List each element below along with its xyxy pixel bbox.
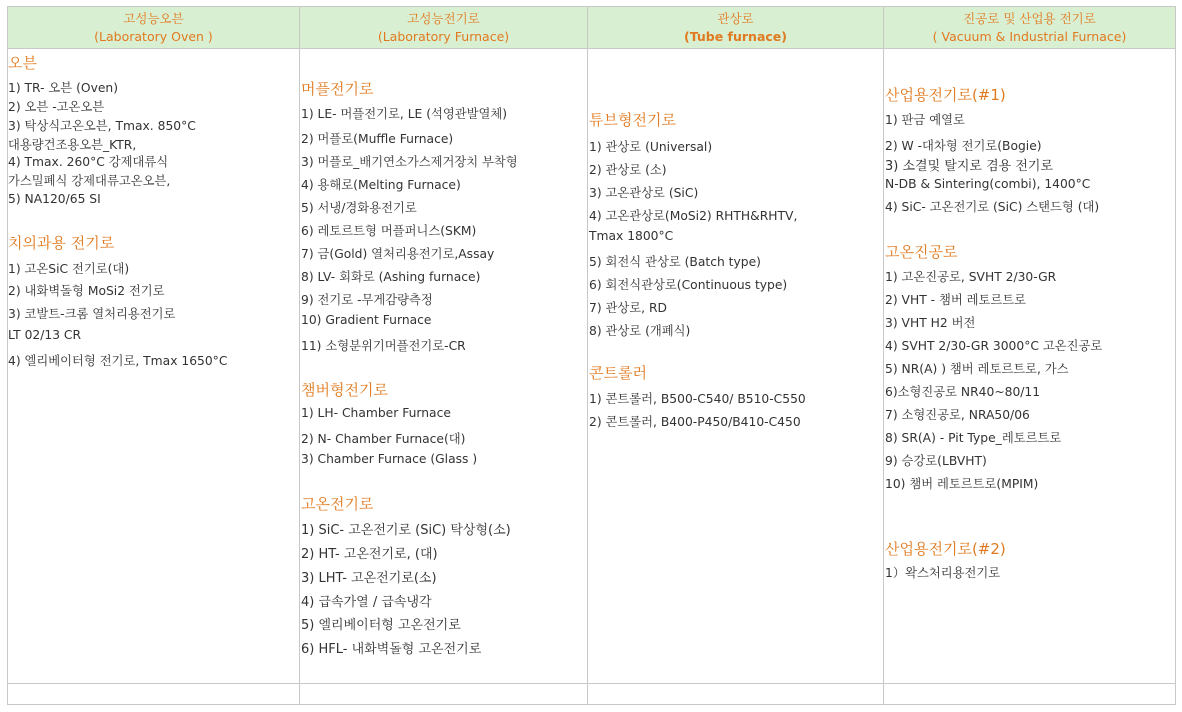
column-laboratory-furnace	[300, 7, 588, 704]
section-heading-controller[interactable]: 콘트롤러	[589, 364, 647, 382]
section-heading-muffle[interactable]: 머플전기로	[301, 80, 374, 98]
list-item[interactable]: 4) SVHT 2/30-GR 3000°C 고온진공로	[885, 339, 1103, 353]
list-item[interactable]: 8) SR(A) - Pit Type_레토르트로	[885, 431, 1062, 445]
section-heading-chamber[interactable]: 챔버형전기로	[301, 381, 388, 399]
column-body	[589, 49, 884, 683]
column-body	[8, 49, 299, 683]
list-item[interactable]: 가스밀폐식 강제대류고온오븐,	[8, 174, 171, 188]
column-body	[885, 49, 1176, 683]
column-subtitle: (Tube furnace)	[684, 29, 787, 44]
column-title: 진공로 및 산업용 전기로	[963, 11, 1096, 26]
list-item[interactable]: 6) 레토르트형 머플퍼니스(SKM)	[301, 224, 477, 238]
list-item[interactable]: 5) 서냉/경화용전기로	[301, 201, 417, 215]
list-item[interactable]: 8) LV- 회화로 (Ashing furnace)	[301, 270, 481, 284]
list-item[interactable]: 7) 금(Gold) 열처리용전기로,Assay	[301, 247, 495, 261]
list-item[interactable]: 4) SiC- 고온전기로 (SiC) 스탠드형 (대)	[885, 200, 1100, 214]
column-laboratory-oven	[8, 7, 300, 704]
list-item[interactable]: 4) Tmax. 260°C 강제대류식	[8, 155, 169, 169]
list-item[interactable]: 6) HFL- 내화벽돌형 고온전기로	[301, 642, 482, 657]
list-item[interactable]: 1) 고온진공로, SVHT 2/30-GR	[885, 270, 1057, 284]
list-item[interactable]: 5) NR(A) ) 챔버 레토르트로, 가스	[885, 362, 1069, 376]
list-item[interactable]: 8) 관상로 (개폐식)	[589, 324, 691, 338]
list-item[interactable]: 2) 오븐 -고온오븐	[8, 100, 105, 114]
column-header	[588, 7, 883, 49]
list-item[interactable]: 9) 전기로 -무게감량측정	[301, 293, 433, 307]
column-title: 고성능전기로	[407, 11, 480, 26]
list-item[interactable]: 1) 콘트롤러, B500-C540/ B510-C550	[589, 392, 806, 406]
list-item[interactable]: 11) 소형분위기머플전기로-CR	[301, 339, 466, 353]
section-heading-industrial-1[interactable]: 산업용전기로(#1)	[885, 86, 1006, 104]
list-item[interactable]: 6)소형진공로 NR40~80/11	[885, 385, 1041, 399]
column-footer	[588, 683, 883, 706]
list-item[interactable]: N-DB & Sintering(combi), 1400°C	[885, 177, 1091, 191]
list-item[interactable]: 10) Gradient Furnace	[301, 313, 432, 327]
section-heading-dental[interactable]: 치의과용 전기로	[8, 234, 115, 252]
list-item[interactable]: 1）왁스처리용전기로	[885, 566, 1001, 580]
list-item[interactable]: 2) N- Chamber Furnace(대)	[301, 432, 466, 446]
list-item[interactable]: 10) 챔버 레토르트로(MPIM)	[885, 477, 1039, 491]
list-item[interactable]: 대용량건조용오븐_KTR,	[8, 138, 137, 152]
list-item[interactable]: 5) 엘리베이터형 고온전기로	[301, 618, 461, 633]
list-item[interactable]: 1) 고온SiC 전기로(대)	[8, 262, 130, 276]
column-body	[301, 49, 588, 683]
list-item[interactable]: 3) VHT H2 버전	[885, 316, 976, 330]
column-title: 고성능오븐	[123, 11, 184, 26]
list-item[interactable]: 2) VHT - 챔버 레토르트로	[885, 293, 1027, 307]
section-heading-industrial-2[interactable]: 산업용전기로(#2)	[885, 540, 1006, 558]
list-item[interactable]: 4) 고온관상로(MoSi2) RHTH&RHTV,	[589, 209, 798, 223]
list-item[interactable]: 6) 회전식관상로(Continuous type)	[589, 278, 788, 292]
column-title: 관상로	[717, 11, 754, 26]
list-item[interactable]: 1) SiC- 고온전기로 (SiC) 탁상형(소)	[301, 523, 511, 538]
list-item[interactable]: 2) W -대차형 전기로(Bogie)	[885, 139, 1042, 153]
column-footer	[8, 683, 299, 706]
list-item[interactable]: 5) NA120/65 SI	[8, 192, 101, 206]
list-item[interactable]: 1) LE- 머플전기로, LE (석영관발열체)	[301, 107, 508, 121]
list-item[interactable]: 3) 코발트-크롬 열처리용전기로	[8, 307, 176, 321]
list-item[interactable]: 4) 엘리베이터형 전기로, Tmax 1650°C	[8, 354, 228, 368]
list-item[interactable]: 1) TR- 오븐 (Oven)	[8, 81, 119, 95]
column-footer	[300, 683, 587, 706]
column-header	[884, 7, 1175, 49]
list-item[interactable]: 2) HT- 고온전기로, (대)	[301, 547, 438, 562]
list-item[interactable]: 2) 내화벽돌형 MoSi2 전기로	[8, 284, 165, 298]
list-item[interactable]: 2) 관상로 (소)	[589, 163, 667, 177]
column-header	[8, 7, 299, 49]
list-item[interactable]: 9) 승강로(LBVHT)	[885, 454, 987, 468]
list-item[interactable]: 1) 판금 예열로	[885, 113, 965, 127]
list-item[interactable]: 1) 관상로 (Universal)	[589, 140, 713, 154]
list-item[interactable]: 3) Chamber Furnace (Glass )	[301, 452, 478, 466]
list-item[interactable]: Tmax 1800°C	[589, 229, 674, 243]
section-heading-high-temp[interactable]: 고온전기로	[301, 495, 374, 513]
list-item[interactable]: 3) 머플로_배기연소가스제거장치 부착형	[301, 155, 518, 169]
list-item[interactable]: LT 02/13 CR	[8, 328, 82, 342]
list-item[interactable]: 1) LH- Chamber Furnace	[301, 406, 451, 420]
list-item[interactable]: 2) 콘트롤러, B400-P450/B410-C450	[589, 415, 801, 429]
column-subtitle: (Laboratory Furnace)	[377, 29, 510, 44]
section-heading-oven[interactable]: 오븐	[8, 54, 37, 72]
section-heading-vacuum[interactable]: 고온진공로	[885, 243, 958, 261]
list-item[interactable]: 3) 탁상식고온오븐, Tmax. 850°C	[8, 119, 196, 133]
list-item[interactable]: 7) 관상로, RD	[589, 301, 667, 315]
list-item[interactable]: 7) 소형진공로, NRA50/06	[885, 408, 1030, 422]
list-item[interactable]: 2) 머플로(Muffle Furnace)	[301, 132, 454, 146]
catalog-table	[7, 6, 1176, 705]
list-item[interactable]: 3) 고온관상로 (SiC)	[589, 186, 699, 200]
section-heading-tube[interactable]: 튜브형전기로	[589, 111, 676, 129]
list-item[interactable]: 3) 소결및 탈지로 겸용 전기로	[885, 159, 1054, 174]
list-item[interactable]: 4) 용해로(Melting Furnace)	[301, 178, 461, 192]
column-vacuum-industrial	[884, 7, 1175, 704]
list-item[interactable]: 3) LHT- 고온전기로(소)	[301, 571, 437, 586]
column-header	[300, 7, 587, 49]
column-footer	[884, 683, 1175, 706]
column-tube-furnace	[588, 7, 884, 704]
list-item[interactable]: 4) 급속가열 / 급속냉각	[301, 595, 432, 610]
column-subtitle: ( Vacuum & Industrial Furnace)	[932, 29, 1127, 44]
list-item[interactable]: 5) 회전식 관상로 (Batch type)	[589, 255, 761, 269]
column-subtitle: (Laboratory Oven )	[94, 29, 213, 44]
